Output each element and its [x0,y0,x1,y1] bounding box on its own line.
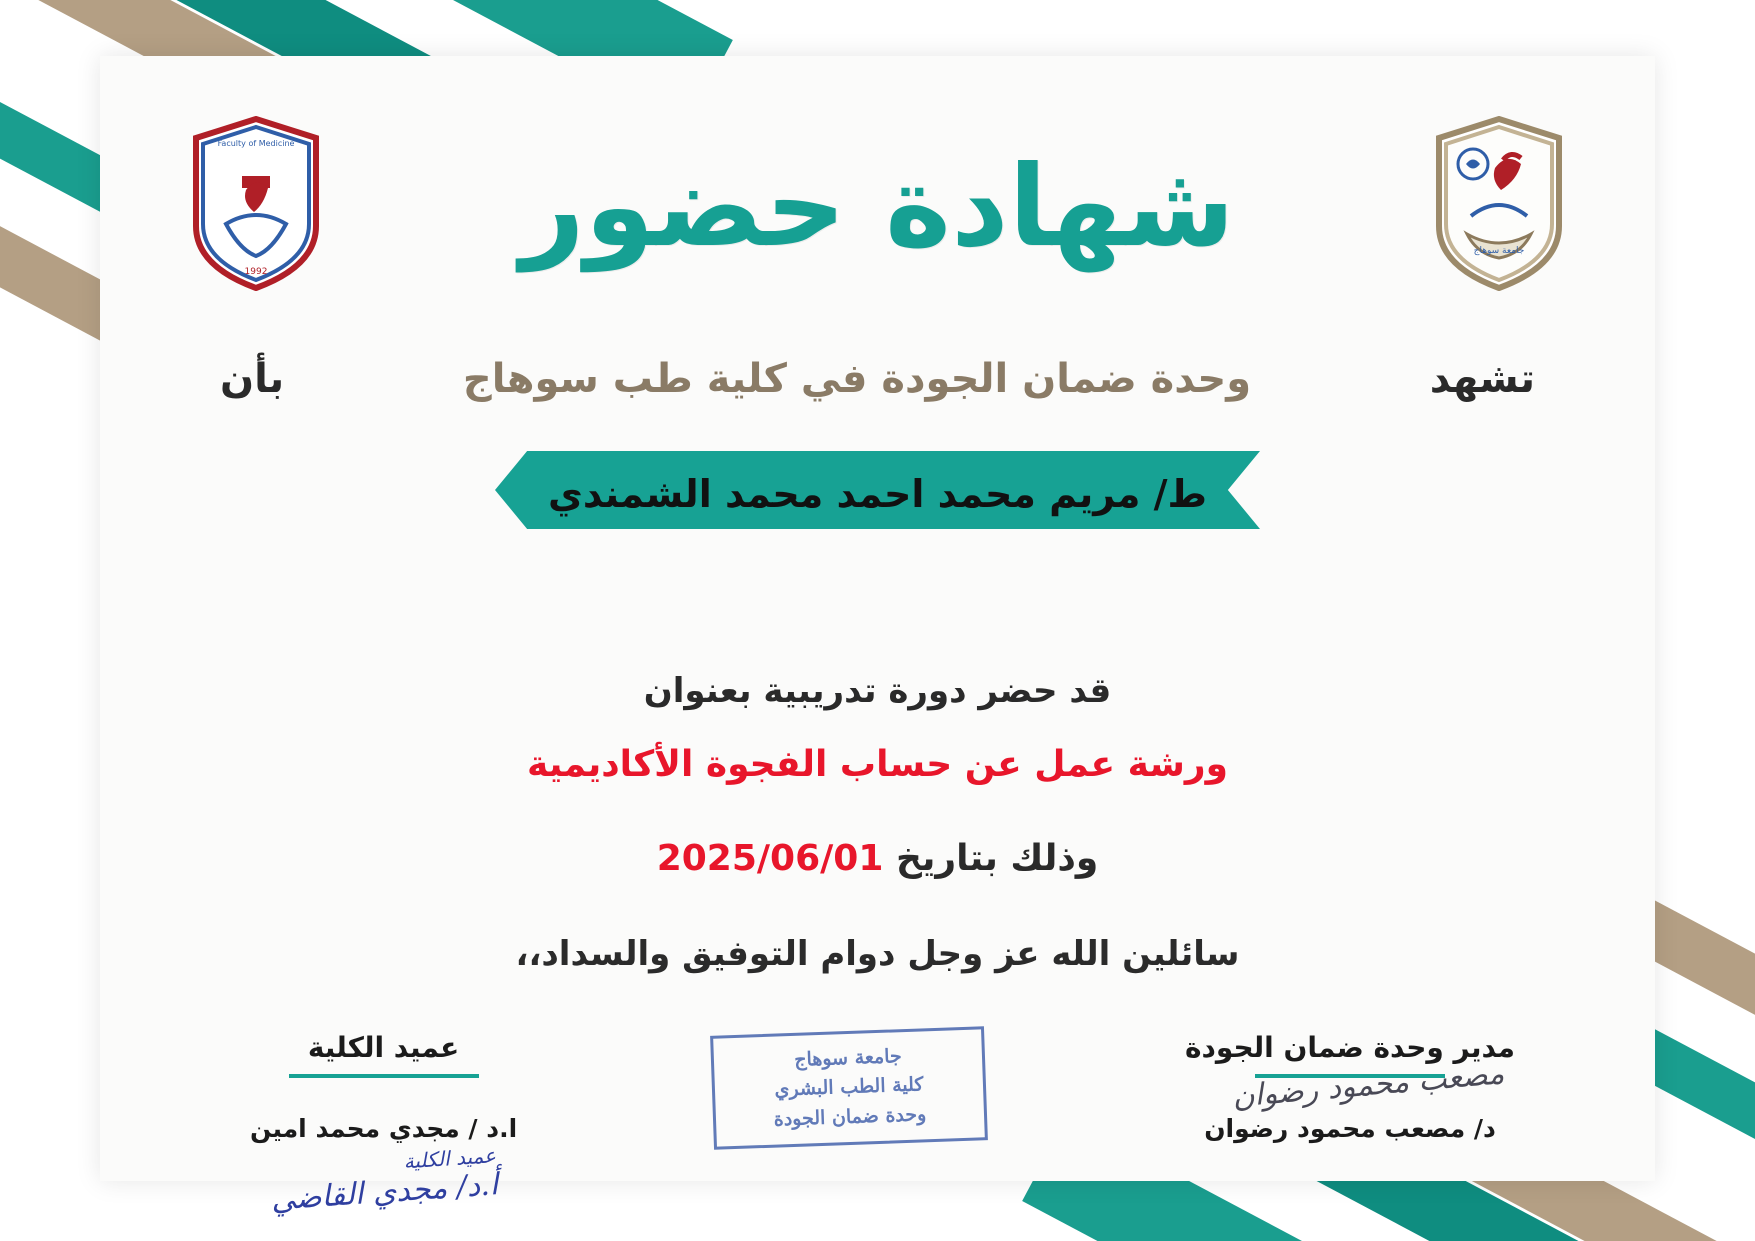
signature-rule [289,1074,479,1078]
course-title: ورشة عمل عن حساب الفجوة الأكاديمية [527,744,1228,785]
stamp-line-1: جامعة سوهاج [793,1044,903,1071]
handwritten-signature-dean [268,1143,499,1218]
signature-block-dean [250,1031,517,1143]
subtitle-right-word: تشهد [1429,356,1535,402]
signature-role: مدير وحدة ضمان الجودة [1185,1031,1515,1064]
stamp-line-3: وحدة ضمان الجودة [773,1103,927,1131]
signature-role: عميد الكلية [307,1031,460,1064]
certificate-card [100,56,1655,1218]
handwritten-signature-dean-sub: عميد الكلية [402,1143,497,1174]
official-stamp [710,1026,988,1149]
certificate-headline: شهادة حضور [520,142,1235,272]
recipient-name: ط/ مريم محمد احمد محمد الشمندي [548,472,1207,516]
certificate-subtitle-row [220,356,1535,402]
handwritten-signature-dean-name: أ.د/ مجدي القاضي [269,1167,500,1218]
date-label: وذلك بتاريخ [895,838,1099,879]
handwritten-signature-quality-director: مصعب محمود رضوان [1231,1056,1507,1115]
subtitle-left-word: بأن [220,356,285,402]
signature-block-quality-director [1185,1031,1515,1143]
issuing-unit-name: وحدة ضمان الجودة في كلية طب سوهاج [462,356,1252,402]
date-value: 2025/06/01 [656,838,884,879]
stamp-line-2: كلية الطب البشري [774,1073,924,1101]
signature-name: ا.د / مجدي محمد امين [250,1114,518,1143]
closing-line: سائلين الله عز وجل دوام التوفيق والسداد،، [515,934,1240,974]
svg-text:1992: 1992 [244,267,268,277]
recipient-name-banner [495,451,1260,529]
svg-text:جامعة سوهاج: جامعة سوهاج [1473,246,1525,256]
date-line [220,838,1535,879]
attendance-line: قد حضر دورة تدريبية بعنوان [643,671,1112,711]
svg-text:Faculty of Medicine: Faculty of Medicine [217,139,295,148]
signature-rule [1255,1074,1445,1078]
signature-name: د/ مصعب محمود رضوان [1204,1114,1496,1143]
